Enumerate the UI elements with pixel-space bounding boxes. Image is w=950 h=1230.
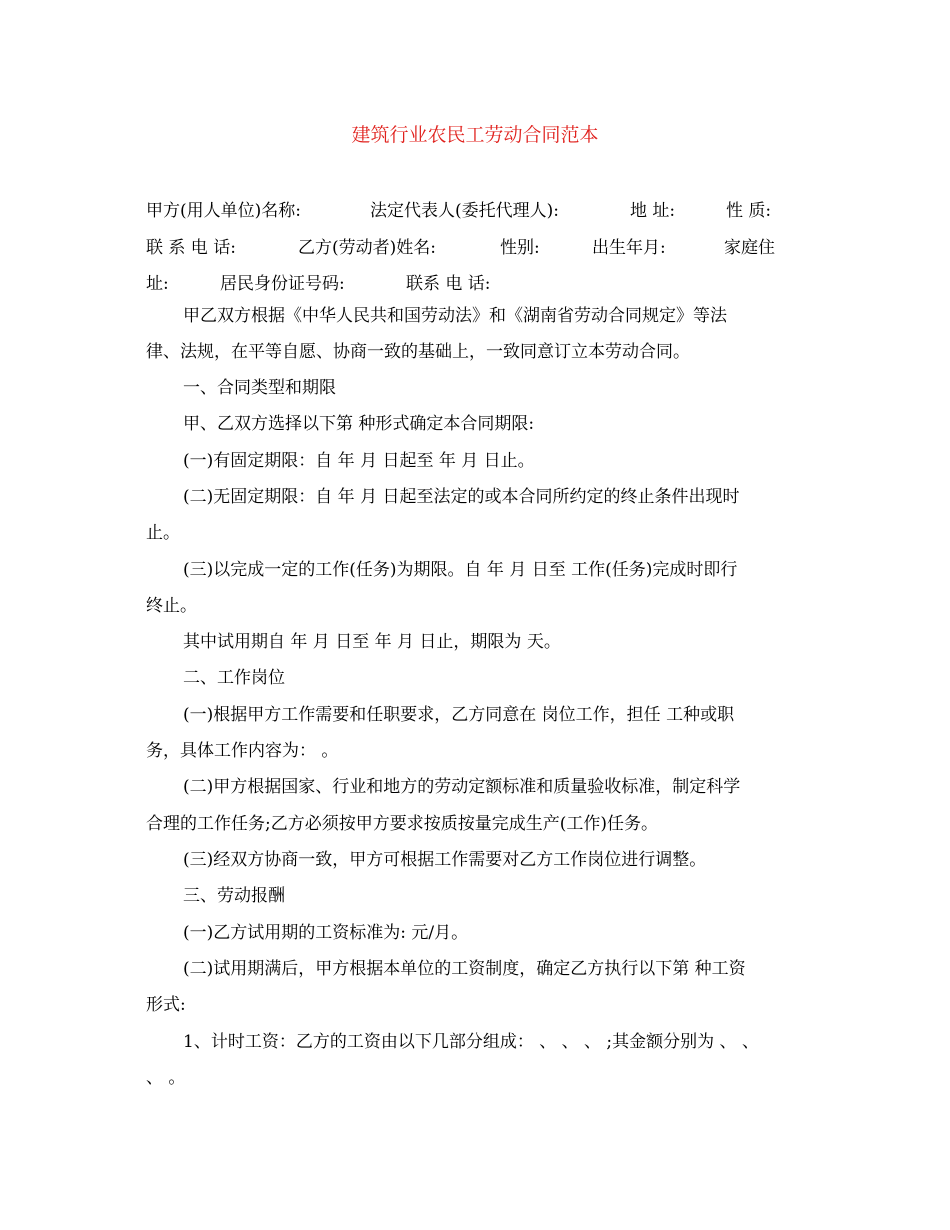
paragraph: (一)有固定期限：自 年 月 日起至 年 月 日止。	[183, 451, 535, 471]
birth-date-label: 出生年月:	[592, 238, 666, 258]
paragraph: 终止。	[146, 596, 197, 616]
paragraph: 甲乙双方根据《中华人民共和国劳动法》和《湖南省劳动合同规定》等法	[183, 306, 727, 326]
paragraph: (一)乙方试用期的工资标准为: 元/月。	[183, 923, 469, 943]
paragraph: 止。	[146, 523, 180, 543]
section-heading: 二、工作岗位	[183, 668, 285, 688]
section-heading: 三、劳动报酬	[183, 886, 285, 906]
paragraph: (二)甲方根据国家、行业和地方的劳动定额标准和质量验收标准，制定科学	[183, 777, 741, 797]
paragraph: 其中试用期自 年 月 日至 年 月 日止，期限为 天。	[183, 632, 561, 652]
paragraph: (三)以完成一定的工作(任务)为期限。自 年 月 日至 工作(任务)完成时即行	[183, 560, 738, 580]
contact-phone-label: 联 系 电 话:	[146, 238, 236, 258]
address-cont-label: 址:	[146, 274, 169, 294]
paragraph: 律、法规，在平等自愿、协商一致的基础上，一致同意订立本劳动合同。	[146, 342, 690, 362]
paragraph: (二)试用期满后，甲方根据本单位的工资制度，确定乙方执行以下第 种工资	[183, 959, 746, 979]
party-a-info-line	[146, 196, 826, 232]
id-number-label: 居民身份证号码:	[220, 274, 345, 294]
paragraph: 甲、乙双方选择以下第 种形式确定本合同期限:	[183, 414, 535, 434]
party-b-name-label: 乙方(劳动者)姓名:	[298, 238, 436, 258]
section-heading: 一、合同类型和期限	[183, 378, 336, 398]
home-address-label: 家庭住	[724, 238, 775, 258]
paragraph: (二)无固定期限：自 年 月 日起至法定的或本合同所约定的终止条件出现时	[183, 487, 740, 507]
paragraph: 形式:	[146, 995, 186, 1015]
document-title: 建筑行业农民工劳动合同范本	[351, 124, 599, 146]
party-b-info-line	[146, 233, 826, 269]
paragraph: (一)根据甲方工作需要和任职要求，乙方同意在 岗位工作，担任 工种或职	[183, 705, 735, 725]
paragraph: 1、计时工资：乙方的工资由以下几部分组成： 、 、 、 ;其金额分别为 、 、	[183, 1032, 759, 1052]
nature-label: 性 质:	[726, 201, 772, 221]
legal-rep-label: 法定代表人(委托代理人):	[370, 201, 559, 221]
paragraph: 务，具体工作内容为： 。	[146, 741, 339, 761]
paragraph: 合理的工作任务;乙方必须按甲方要求按质按量完成生产(工作)任务。	[146, 814, 658, 834]
paragraph: 、 。	[146, 1068, 186, 1088]
party-b-phone-label: 联系 电 话:	[406, 274, 491, 294]
party-a-name-label: 甲方(用人单位)名称:	[146, 201, 301, 221]
paragraph: (三)经双方协商一致，甲方可根据工作需要对乙方工作岗位进行调整。	[183, 850, 707, 870]
gender-label: 性别:	[500, 238, 540, 258]
address-label: 地 址:	[630, 201, 676, 221]
